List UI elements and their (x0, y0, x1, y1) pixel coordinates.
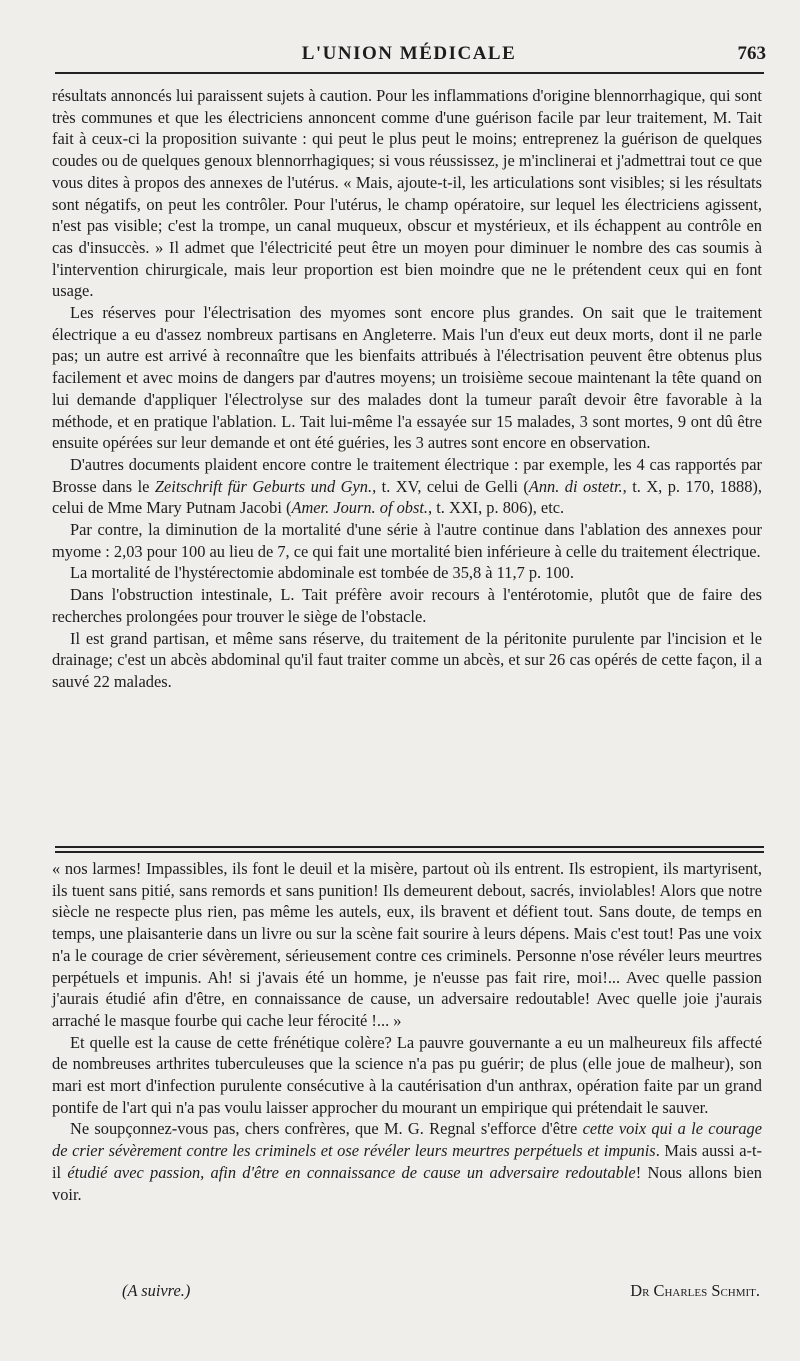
section-divider (55, 846, 764, 848)
italic-quote: étudié avec passion, afin d'être en connaissance de cause un adversaire redoutable (67, 1162, 636, 1182)
text-span: ! Nous allons bien voir. (52, 1162, 763, 1204)
quotation: « nos larmes! Impassibles, ils font le deuil et la misère, partout où ils entrent. Ils estropient, ils martyrisent, ils tuent sans pitié, sans remords et sans punition! Ils demeurent debout, sacrés, inviolables! Alors que notre siècle ne respecte plus rien, pas même les autels, eux, ils bravent et défient tout. Sans doute, de temps en temps, une plaisanterie dans un livre ou sur la scène fait sourire à leurs dépens. Mais c'est tout! Pas une voix n'a le courage de crier sévèrement, sérieusement contre ces criminels. Personne n'ose révéler leurs meurtres perpétuels et impunis. Ah! si j'avais été un homme, je n'eusse pas fait rire, moi!... Avec quelle passion j'aurais étudié afin d'être, en connaissance de cause, un adversaire redoutable! Avec quelle joie j'aurais arraché le masque fourbe qui cache leur férocité !... » (52, 859, 762, 1030)
to-be-continued: (A suivre.) (122, 1281, 191, 1300)
running-title: L'UNION MÉDICALE (301, 43, 517, 64)
paragraph-6: Dans l'obstruction intestinale, L. Tait préfère avoir recours à l'entérotomie, plutôt que de faire des recherches prolongées pour trouver le siège de l'obstacle. (52, 585, 762, 626)
paragraph-2: Les réserves pour l'électrisation des myomes sont encore plus grandes. On sait que le traitement électrique a eu d'assez nombreux partisans en Angleterre. Mais l'un d'eux eut deux morts, dont il ne parle pas; un autre est arrivé à reconnaître que les bienfaits attribués à l'électrisation peuvent être obtenus plus facilement et avec moins de dangers par d'autres moyens; un troisième secoue maintenant la tête quand on lui demande d'appliquer l'électrolyse sur des malades dont la tumeur paraît devoir être favorable à la méthode, et en pratique l'ablation. L. Tait lui-même l'a essayée sur 15 malades, 3 sont mortes, 9 ont dû être ensuite opérées sur leur demande et ont été guéries, les 3 autres sont encore en observation. (52, 303, 762, 453)
paragraph-7: Il est grand partisan, et même sans réserve, du traitement de la péritonite purulente par l'incision et le drainage; c'est un abcès abdominal qu'il faut traiter comme un abcès, et sur 26 cas opérés de cette façon, il a sauvé 22 malades. (52, 628, 762, 691)
author-signature: Dr Charles Schmit. (630, 1281, 760, 1300)
article-footer (52, 1281, 762, 1305)
text-span: Ne soupçonnez-vous pas, chers confrères, que M. G. Regnal s'efforce d'être (70, 1119, 583, 1139)
journal-title: Ann. di ostetr. (528, 476, 623, 496)
paragraph-5: La mortalité de l'hystérectomie abdominale est tombée de 35,8 à 11,7 p. 100. (70, 563, 574, 583)
journal-title: Zeitschrift für Geburts und Gyn. (154, 476, 373, 496)
text-span: D'autres documents plaident encore contre le traitement électrique : par exemple, les 4 cas rapportés par Brosse dans le (52, 454, 762, 496)
text-span: , t. X, p. 170, 1888), celui de Mme Mary Putnam Jacobi ( (52, 476, 762, 518)
italic-quote: cette voix qui a le courage de crier sévèrement contre les criminels et ose révéler leurs meurtres perpétuels et impunis (52, 1119, 762, 1161)
text-span: . Mais aussi a-t-il (52, 1141, 762, 1182)
paragraph-1: résultats annoncés lui paraissent sujets à caution. Pour les inflammations d'origine blennorrhagique, qui sont très communes et que les électriciens annoncent comme d'une guérison facile par leur traitement, M. Tait fait à ceux-ci la proposition suivante : qui peut le plus peut le moins; entreprenez la guérison de quelques coudes ou de quelques genoux blennorrhagiques; si vous réussissez, je m'inclinerai et j'admettrai tout ce que vous dites à propos des annexes de l'utérus. « Mais, ajoute-t-il, les articulations sont visibles; si les résultats sont négatifs, on peut les contrôler. Pour l'utérus, le champ opératoire, sur lequel les électriciens agissent, n'est pas visible; c'est la trompe, un canal muqueux, obscur et mystérieux, et ils échappent au contrôle en cas d'insuccès. » Il admet que l'électricité peut être un moyen pour diminuer le nombre des cas soumis à l'intervention chirurgicale, mais leur proportion est bien moindre que ne le prétendent ceux qui en font usage. (52, 86, 762, 301)
section-divider (55, 851, 764, 853)
text-span: , t. XXI, p. 806), etc. (428, 498, 565, 518)
article-section-2 (52, 858, 762, 1205)
paragraph-9 (52, 1118, 762, 1205)
paragraph-4: Par contre, la diminution de la mortalité d'une série à l'autre continue dans l'ablation des annexes pour myome : 2,03 pour 100 au lieu de 7, ce qui fait une mortalité bien inférieure à celle du traitement électrique. (52, 520, 762, 561)
text-span: , t. XV, celui de Gelli ( (372, 476, 529, 496)
paragraph-8: Et quelle est la cause de cette frénétique colère? La pauvre gouvernante a eu un malheureux fils affecté de nombreuses arthrites tuberculeuses que la science n'a pas pu guérir; de plus (elle joue de malheur), son mari est mort d'infection purulente consécutive à la cautérisation d'un anthrax, opération faite par un grand pontife de l'art qui n'a pas voulu laisser approcher du mourant un empirique qui prétendait le sauver. (52, 1032, 762, 1117)
header-rule (55, 72, 764, 74)
article-section-1 (52, 85, 762, 693)
page-number: 763 (737, 43, 766, 64)
running-header (52, 40, 766, 70)
journal-title: Amer. Journ. of obst. (291, 498, 429, 518)
paragraph-3 (52, 454, 762, 519)
